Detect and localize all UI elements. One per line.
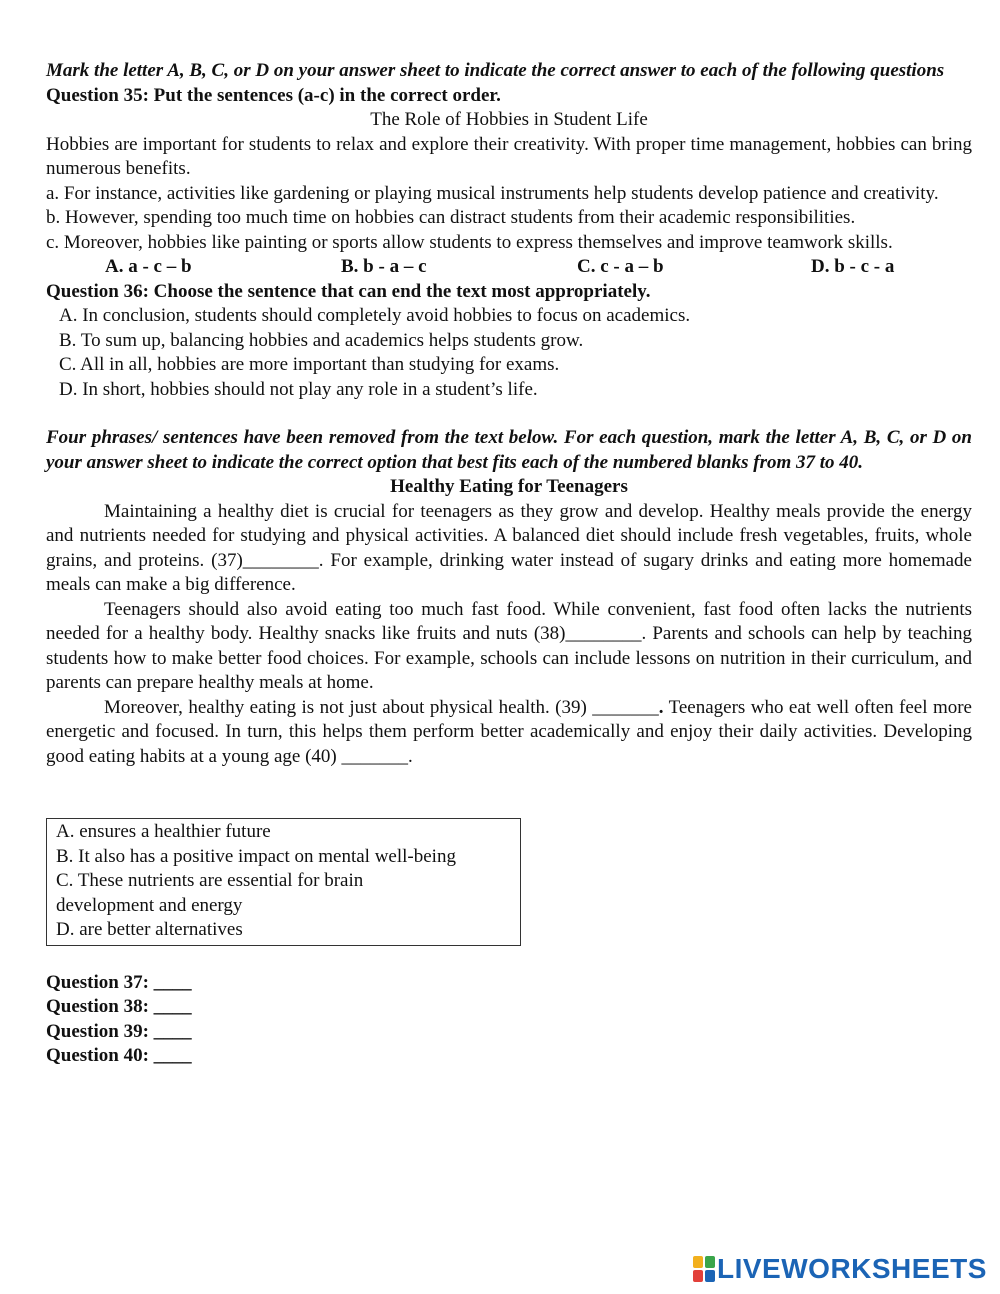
section1-instruction: Mark the letter A, B, C, or D on your answer sheet to indicate the correct answer to each of the following questions (46, 60, 945, 81)
paragraph-3-end: Teenagers who eat well often feel more energetic and focused. In turn, this helps them perform better academically and enjoy their daily activities. Developing good eating habits at a young age (40) _______. (46, 696, 972, 767)
q36-option-b[interactable]: B. To sum up, balancing hobbies and academics helps students grow. (59, 329, 584, 351)
section2-instruction: Four phrases/ sentences have been removed from the text below. For each question, mark the letter A, B, C, or D on your answer sheet to indicate the correct option that best fits each of the numbered blanks from 37 to 40. (46, 427, 972, 473)
paragraph-3-dot: . (658, 696, 664, 718)
q36-option-d[interactable]: D. In short, hobbies should not play any role in a student’s life. (59, 378, 538, 400)
box-option-d: D. are better alternatives (56, 919, 243, 940)
answer-39[interactable]: Question 39: ____ (46, 1020, 192, 1042)
worksheet-page (46, 59, 972, 1069)
q36-title: Question 36: Choose the sentence that can end the text most appropriately. (46, 280, 651, 302)
logo-text: LIVEWORKSHEETS (717, 1253, 987, 1284)
q35-sentence-c: c. Moreover, hobbies like painting or sports allow students to express themselves and improve teamwork skills. (46, 231, 893, 253)
spacer (46, 402, 972, 426)
box-option-a: A. ensures a healthier future (56, 821, 271, 842)
q36-option-c[interactable]: C. All in all, hobbies are more important than studying for exams. (59, 354, 560, 375)
q35-passage-title: The Role of Hobbies in Student Life (370, 109, 648, 130)
q35-sentence-a: a. For instance, activities like gardening or playing musical instruments help students develop patience and creativity. (46, 182, 939, 204)
liveworksheets-logo (693, 1255, 987, 1283)
answer-37[interactable]: Question 37: ____ (46, 971, 192, 993)
q35-title: Question 35: Put the sentences (a-c) in the correct order. (46, 84, 501, 106)
q35-options (46, 255, 972, 280)
box-option-b: B. It also has a positive impact on mental well-being (56, 845, 456, 867)
q35-option-a[interactable]: A. a - c – b (105, 256, 192, 277)
q35-intro: Hobbies are important for students to relax and explore their creativity. With proper time management, hobbies can bring numerous benefits. (46, 133, 972, 179)
paragraph-3-start: Moreover, healthy eating is not just about physical health. (39) _______ (104, 696, 659, 718)
options-box (46, 818, 521, 946)
answer-38[interactable]: Question 38: ____ (46, 996, 192, 1017)
q35-option-d[interactable]: D. b - c - a (811, 256, 895, 277)
q36-option-a[interactable]: A. In conclusion, students should completely avoid hobbies to focus on academics. (59, 305, 691, 326)
logo-icon (693, 1256, 715, 1282)
answer-list (46, 971, 972, 1069)
answer-40[interactable]: Question 40: ____ (46, 1045, 192, 1066)
passage-paragraph-1: Maintaining a healthy diet is crucial for teenagers as they grow and develop. Healthy meals provide the energy and nutrients needed for studying and physical activities. A balanced diet should include fresh vegetables, fruits, whole grains, and proteins. (37)________. For example, drinking water instead of sugary drinks and eating more homemade meals can make a big difference. (46, 500, 972, 595)
box-option-c: C. These nutrients are essential for brain development and energy (56, 870, 364, 916)
passage-paragraph-2: Teenagers should also avoid eating too much fast food. While convenient, fast food often lacks the nutrients needed for a healthy body. Healthy snacks like fruits and nuts (38)________. Parents and schools can help by teaching students how to make better food choices. For example, schools can include lessons on nutrition in their curriculum, and parents can prepare healthy meals at home. (46, 598, 972, 693)
passage-paragraph-3 (46, 696, 972, 770)
q35-option-b[interactable]: B. b - a – c (341, 256, 427, 277)
q35-sentence-b: b. However, spending too much time on hobbies can distract students from their academic responsibilities. (46, 207, 856, 228)
passage-title: Healthy Eating for Teenagers (390, 476, 628, 497)
q35-option-c[interactable]: C. c - a – b (577, 256, 664, 277)
